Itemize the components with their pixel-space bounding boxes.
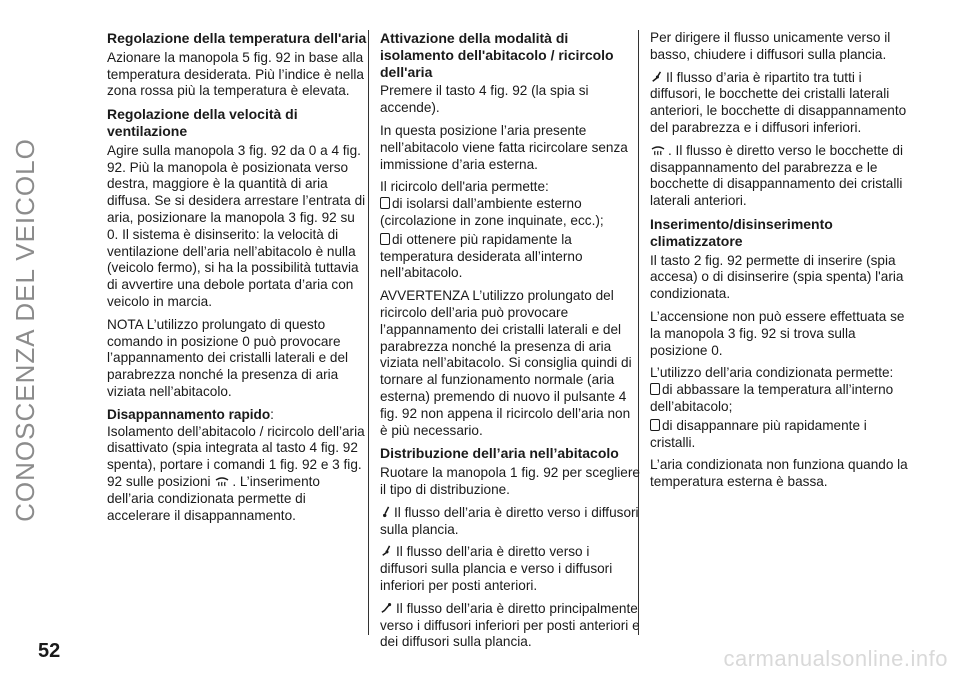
airflow-face-icon	[380, 506, 392, 518]
windshield-defrost-icon	[214, 475, 230, 487]
section-title: CONOSCENZA DEL VEICOLO	[10, 138, 40, 522]
column-divider	[368, 30, 369, 635]
heading-air-distribution: Distribuzione dell’aria nell’abitacolo	[380, 445, 619, 462]
heading-ventilation-speed: Regolazione della velocità di ventilazione	[107, 106, 298, 139]
bullet-icon	[650, 383, 660, 395]
bullet-icon	[380, 233, 390, 245]
column-3	[650, 30, 910, 497]
paragraph-downward-flow: Per dirigere il flusso unicamente verso il basso, chiudere i diffusori sulla plancia.	[650, 30, 891, 62]
airflow-feet-icon	[380, 602, 394, 614]
paragraph-recirculation-position: In questa posizione l’aria presente nell’abitacolo viene fatta ricircolare senza immissione d’aria esterna.	[380, 122, 628, 172]
distribution-item: Il flusso dell’aria è diretto principalmente verso i diffusori inferiori per posti anteriori e dei diffusori sulla plancia.	[380, 600, 640, 650]
watermark: carmanualsonline.info	[723, 646, 948, 671]
paragraph-ac-low-temp: L’aria condizionata non funziona quando la temperatura esterna è bassa.	[650, 457, 908, 490]
bullet-icon	[380, 197, 390, 209]
distribution-item: Il flusso d’aria è ripartito tra tutti i diffusori, le bocchette dei cristalli laterali anteriori, le bocchette di disappannamento del parabrezza e i diffusori inferiori.	[650, 69, 907, 135]
paragraph-ac-activation: L’accensione non può essere effettuata se la manopola 3 fig. 92 si trova sulla posizione 0.	[650, 308, 905, 358]
paragraph-ventilation-speed: Agire sulla manopola 3 fig. 92 da 0 a 4 fig. 92. Più la manopola è posizionata verso destra, maggiore è la quantità di aria diffusa. Se si desidera arrestare l’entrata di aria, posizionare la manopola 3 fig. 92 su 0. Il sistema è disinserito: la velocità di ventilazione dell’aria nell’abitacolo è nulla (veicolo fermo), si ha la possibilità tuttavia di avvertire una debole portata d’aria con veicolo in marcia.	[107, 142, 366, 309]
page-number: 52	[38, 640, 61, 662]
warning-paragraph: AVVERTENZA L’utilizzo prolungato del ricircolo dell’aria può provocare l’appannamento dei cristalli laterali e del parabrezza nonché la presenza di aria viziata nell’abitacolo. Si consiglia quindi di tornare al funzionamento normale (aria esterna) premendo di nuovo il pulsante 4 fig. 92 non appena il ricircolo dell’aria non è più necessario.	[380, 288, 632, 438]
paragraph-rapid-defog: Disappannamento rapido: Isolamento dell’abitacolo / ricircolo dell’aria disattivato (spia integrata al tasto 4 fig. 92 spenta), portare i comandi 1 fig. 92 e 3 fig. 92 sulle posizioni . L’inserimento dell’aria condizionata permette di accelerare il disappannamento.	[107, 406, 365, 523]
paragraph-recirculation-allows: Il ricircolo dell'aria permette:	[380, 179, 549, 195]
paragraph-ac-allows: L’utilizzo dell’aria condizionata permette:	[650, 365, 894, 381]
note-paragraph: NOTA L’utilizzo prolungato di questo comando in posizione 0 può provocare l’appannamento dei cristalli laterali e del parabrezza nonché la presenza di aria viziata nell’abitacolo.	[107, 316, 349, 399]
windshield-defrost-icon	[650, 144, 666, 156]
list-item: di ottenere più rapidamente la temperatura desiderata all’interno nell’abitacolo.	[380, 231, 583, 281]
heading-rapid-defog: Disappannamento rapido	[107, 406, 271, 422]
bullet-icon	[650, 419, 660, 431]
column-2	[380, 30, 640, 657]
airflow-face-feet-icon	[380, 545, 394, 557]
heading-recirculation: Attivazione della modalità di isolamento dell'abitacolo / ricircolo dell'aria	[380, 30, 614, 80]
list-item: di disappannare più rapidamente i cristalli.	[650, 417, 867, 450]
list-item: di isolarsi dall’ambiente esterno (circolazione in zone inquinate, ecc.);	[380, 196, 604, 228]
paragraph-air-distribution: Ruotare la manopola 1 fig. 92 per scegliere il tipo di distribuzione.	[380, 465, 640, 497]
column-1	[107, 30, 367, 524]
heading-temperature: Regolazione della temperatura dell'aria	[107, 30, 367, 46]
distribution-item: . Il flusso è diretto verso le bocchette di disappannamento del parabrezza e le bocchette di disappannamento dei cristalli laterali anteriori.	[650, 142, 903, 209]
list-item: di abbassare la temperatura all’interno dell’abitacolo;	[650, 382, 894, 414]
paragraph-recirculation-press: Premere il tasto 4 fig. 92 (la spia si accende).	[380, 83, 589, 116]
paragraph-temperature: Azionare la manopola 5 fig. 92 in base alla temperatura desiderata. Più l’indice è nella zona rossa più la temperatura è elevata.	[107, 49, 364, 99]
paragraph-ac-button: Il tasto 2 fig. 92 permette di inserire (spia accesa) o di disinserire (spia spenta) l'aria condizionata.	[650, 252, 904, 302]
airflow-all-icon	[650, 71, 664, 83]
heading-air-conditioning: Inserimento/disinserimento climatizzatore	[650, 215, 833, 249]
distribution-item: Il flusso dell’aria è diretto verso i diffusori sulla plancia.	[380, 504, 639, 537]
distribution-item: Il flusso dell’aria è diretto verso i diffusori sulla plancia e verso i diffusori inferiori per posti anteriori.	[380, 544, 613, 593]
